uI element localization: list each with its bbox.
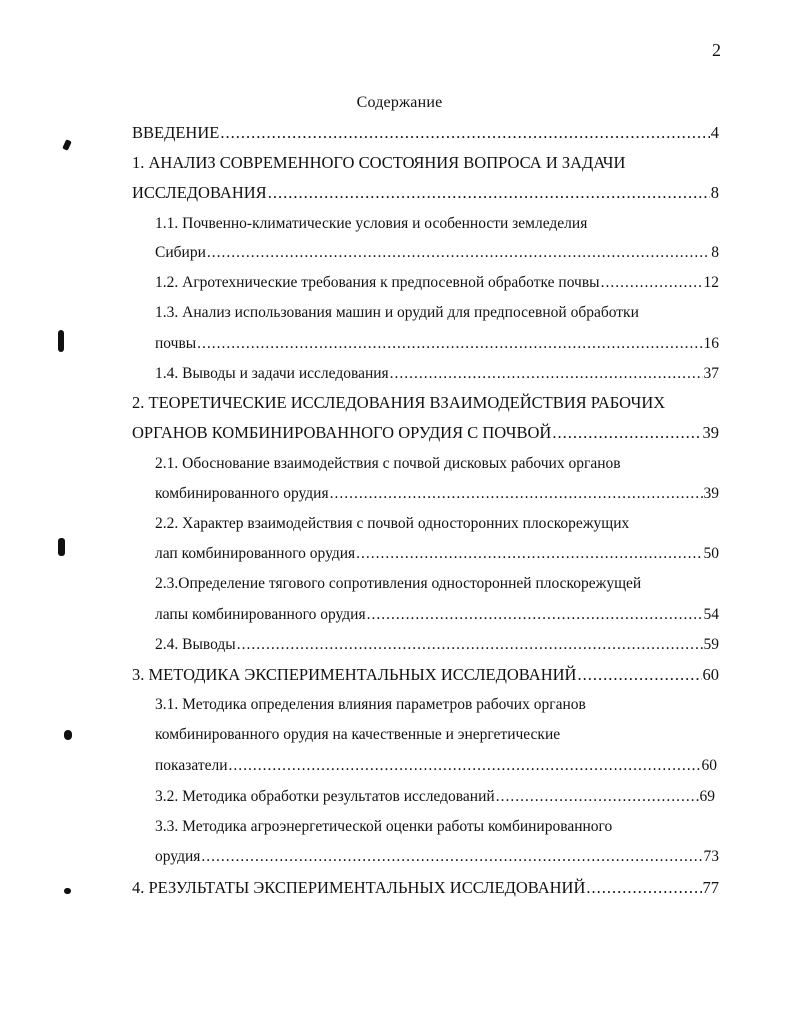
toc-entry-text: Сибири xyxy=(155,244,206,261)
toc-leader-dots xyxy=(496,785,699,809)
toc-entry-text: ИССЛЕДОВАНИЯ xyxy=(132,183,267,202)
toc-entry-text: почвы xyxy=(155,335,197,352)
toc-page-number: 16 xyxy=(703,335,719,352)
toc-entry-2-1-line-1 xyxy=(155,452,719,476)
toc-page-number: 8 xyxy=(710,183,719,202)
toc-leader-dots xyxy=(586,876,701,900)
toc-page-number: 77 xyxy=(702,878,719,897)
toc-entry-text: 1. АНАЛИЗ СОВРЕМЕННОГО СОСТОЯНИЯ ВОПРОСА И ЗАДАЧИ xyxy=(132,153,626,172)
toc-leader-dots xyxy=(197,332,702,356)
toc-entry-chapter-1-line-1 xyxy=(132,151,719,175)
toc-leader-dots xyxy=(577,663,701,687)
toc-page-number: 59 xyxy=(703,636,719,653)
toc-page-number: 39 xyxy=(702,423,719,442)
scan-mark-3 xyxy=(58,538,65,556)
toc-entry-2-4 xyxy=(155,633,719,657)
toc-entry-text: ВВЕДЕНИЕ xyxy=(132,123,220,142)
toc-page-number: 60 xyxy=(702,665,719,684)
toc-entry-2-1-line-2 xyxy=(155,482,719,506)
toc-entry-text: орудия xyxy=(155,848,201,865)
toc-page-number: 50 xyxy=(703,545,719,562)
toc-entry-2-3-line-2 xyxy=(155,603,719,627)
toc-entry-3-1-line-3 xyxy=(155,754,717,778)
toc-leader-dots xyxy=(237,633,703,657)
toc-page-number: 69 xyxy=(699,788,715,805)
toc-entry-text: 2.4. Выводы xyxy=(155,636,236,653)
toc-entry-text: 4. РЕЗУЛЬТАТЫ ЭКСПЕРИМЕНТАЛЬНЫХ ИССЛЕДОВАНИЙ xyxy=(132,878,586,897)
toc-entry-text: комбинированного орудия на качественные и энергетические xyxy=(155,726,561,743)
toc-entry-2-2-line-1 xyxy=(155,512,719,536)
toc-entry-text: лапы комбинированного орудия xyxy=(155,606,366,623)
toc-page-number: 37 xyxy=(703,365,719,382)
toc-leader-dots xyxy=(268,181,710,205)
toc-entry-text: 3.3. Методика агроэнергетической оценки работы комбинированного xyxy=(155,818,613,835)
toc-leader-dots xyxy=(207,241,710,265)
toc-leader-dots xyxy=(201,845,702,869)
toc-entry-3-1-line-1 xyxy=(155,693,719,717)
toc-leader-dots xyxy=(220,121,709,145)
toc-entry-chapter-1-line-2 xyxy=(132,181,719,205)
toc-entry-text: 3.2. Методика обработки результатов исследований xyxy=(155,788,495,805)
toc-leader-dots xyxy=(356,542,702,566)
toc-entry-text: 1.3. Анализ использования машин и орудий для предпосевной обработки xyxy=(155,304,639,321)
toc-entry-chapter-2-line-1 xyxy=(132,391,719,415)
toc-leader-dots xyxy=(367,603,703,627)
toc-entry-1-3-line-2 xyxy=(155,332,719,356)
toc-entry-1-1-line-1 xyxy=(155,212,719,236)
toc-leader-dots xyxy=(229,754,701,778)
toc-page-number: 12 xyxy=(703,274,719,291)
toc-entry-text: 1.1. Почвенно-климатические условия и особенности земледелия xyxy=(155,215,588,232)
toc-entry-3-3-line-1 xyxy=(155,815,719,839)
toc-entry-text: 1.2. Агротехнические требования к предпосевной обработке почвы xyxy=(155,274,600,291)
toc-entry-text: 2.1. Обоснование взаимодействия с почвой дисковых рабочих органов xyxy=(155,455,621,472)
toc-entry-2-2-line-2 xyxy=(155,542,719,566)
page-number: 2 xyxy=(712,40,721,60)
toc-entry-text: 2.2. Характер взаимодействия с почвой односторонних плоскорежущих xyxy=(155,515,630,532)
toc-leader-dots xyxy=(330,482,703,506)
toc-entry-introduction xyxy=(132,121,719,145)
toc-entry-text: комбинированного орудия xyxy=(155,485,329,502)
toc-entry-text: показатели xyxy=(155,757,228,774)
toc-entry-text: 1.4. Выводы и задачи исследования xyxy=(155,365,389,382)
toc-page-number: 73 xyxy=(703,848,719,865)
toc-entry-text: 3.1. Методика определения влияния параметров рабочих органов xyxy=(155,696,586,713)
toc-entry-text: 3. МЕТОДИКА ЭКСПЕРИМЕНТАЛЬНЫХ ИССЛЕДОВАНИЙ xyxy=(132,665,577,684)
toc-entry-1-3-line-1 xyxy=(155,301,719,325)
toc-leader-dots xyxy=(552,421,701,445)
scan-mark-2 xyxy=(58,330,64,352)
toc-entry-chapter-4 xyxy=(132,876,719,900)
toc-page-number: 39 xyxy=(703,485,719,502)
toc-entry-2-3-line-1 xyxy=(155,572,719,596)
toc-entry-text: лап комбинированного орудия xyxy=(155,545,356,562)
toc-entry-text: 2. ТЕОРЕТИЧЕСКИЕ ИССЛЕДОВАНИЯ ВЗАИМОДЕЙСТВИЯ РАБОЧИХ xyxy=(132,393,666,412)
toc-entry-chapter-2-line-2 xyxy=(132,421,719,445)
toc-entry-1-4 xyxy=(155,362,719,386)
page-title: Содержание xyxy=(356,94,443,111)
toc-entry-1-2 xyxy=(155,271,719,295)
toc-leader-dots xyxy=(601,271,703,295)
toc-entry-text: 2.3.Определение тягового сопротивления односторонней плоскорежущей xyxy=(155,575,642,592)
toc-entry-3-2 xyxy=(155,785,715,809)
toc-page-number: 4 xyxy=(710,123,719,142)
toc-page-number: 54 xyxy=(703,606,719,623)
toc-leader-dots xyxy=(390,362,703,386)
toc-entry-chapter-3 xyxy=(132,663,719,687)
scan-mark-4 xyxy=(64,730,72,740)
toc-page-number: 8 xyxy=(711,244,719,261)
toc-entry-text: ОРГАНОВ КОМБИНИРОВАННОГО ОРУДИЯ С ПОЧВОЙ xyxy=(132,423,552,442)
toc-entry-1-1-line-2 xyxy=(155,241,719,265)
scan-mark-5 xyxy=(64,888,71,894)
toc-page-number: 60 xyxy=(701,757,717,774)
toc-entry-3-3-line-2 xyxy=(155,845,719,869)
toc-entry-3-1-line-2 xyxy=(155,723,719,747)
